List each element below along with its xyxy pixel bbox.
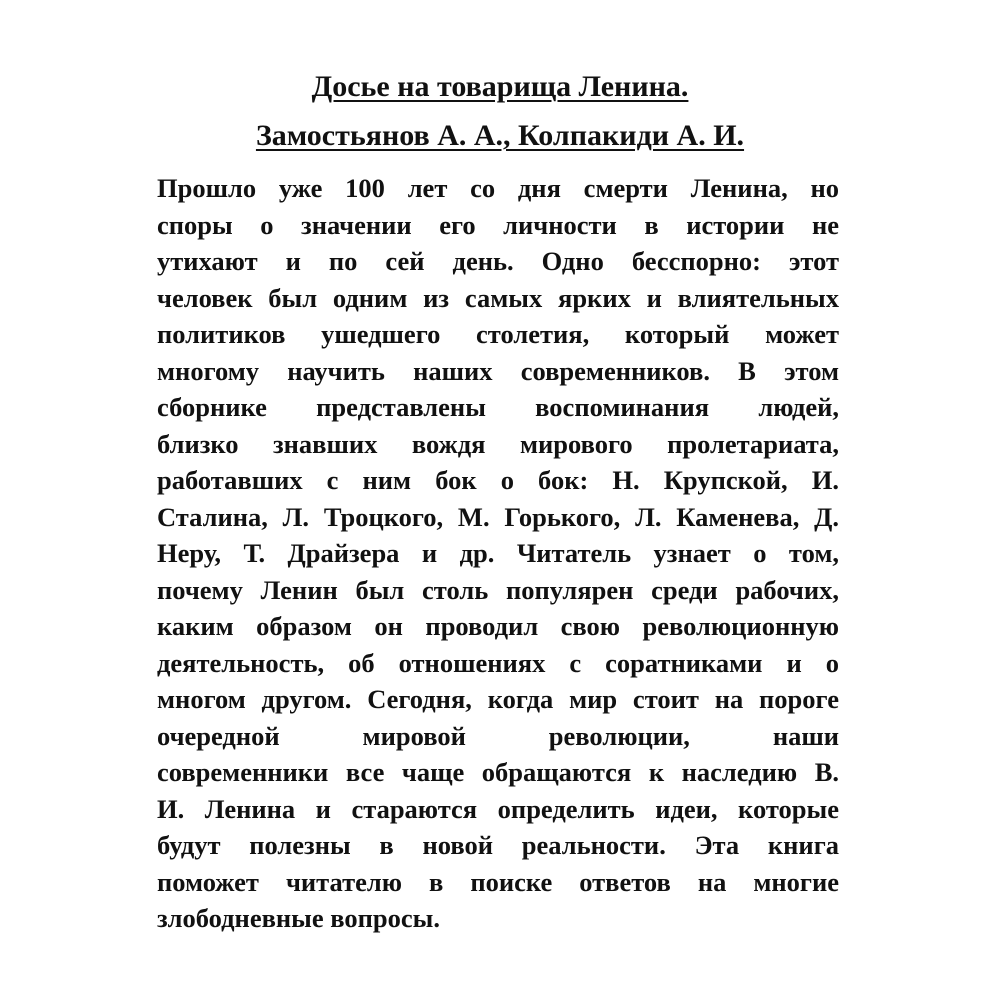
annotation-line: поможет читателю в поиске ответов на многие: [157, 866, 839, 897]
annotation-line: политиков ушедшего столетия, который может: [157, 319, 839, 349]
annotation-line: многому научить наших современников. В этом: [157, 355, 839, 386]
annotation-line: Прошло уже 100 лет со дня смерти Ленина, но: [157, 173, 839, 203]
annotation-line: Неру, Т. Драйзера и др. Читатель узнает о том,: [157, 538, 839, 568]
document-title: Досье на товарища Ленина.: [311, 70, 689, 103]
annotation-line: близко знавших вождя мирового пролетариата,: [157, 428, 839, 459]
annotation-line: сборнике представлены воспоминания людей,: [157, 392, 839, 422]
annotation-line: злободневные вопросы.: [157, 903, 440, 933]
annotation-line: утихают и по сей день. Одно бесспорно: этот: [157, 246, 839, 276]
annotation-line: И. Ленина и стараются определить идеи, которые: [157, 793, 839, 824]
annotation-line: многом другом. Сегодня, когда мир стоит на пороге: [157, 684, 839, 714]
annotation-line: работавших с ним бок о бок: Н. Крупской, И.: [157, 465, 839, 495]
document-authors: Замостьянов А. А., Колпакиди А. И.: [255, 119, 745, 152]
annotation-line: современники все чаще обращаются к наследию В.: [157, 757, 839, 787]
annotation-text: [157, 170, 839, 937]
annotation-line: деятельность, об отношениях с соратниками и о: [157, 647, 839, 678]
annotation-line: почему Ленин был столь популярен среди рабочих,: [157, 574, 839, 605]
annotation-line: Сталина, Л. Троцкого, М. Горького, Л. Каменева, Д.: [157, 501, 839, 532]
annotation-line: очередной мировой революции, наши: [157, 720, 839, 751]
annotation-line: человек был одним из самых ярких и влиятельных: [157, 282, 839, 313]
annotation-line: каким образом он проводил свою революционную: [157, 611, 839, 641]
annotation-line: споры о значении его личности в истории не: [157, 209, 839, 240]
annotation-line: будут полезны в новой реальности. Эта книга: [157, 830, 839, 860]
